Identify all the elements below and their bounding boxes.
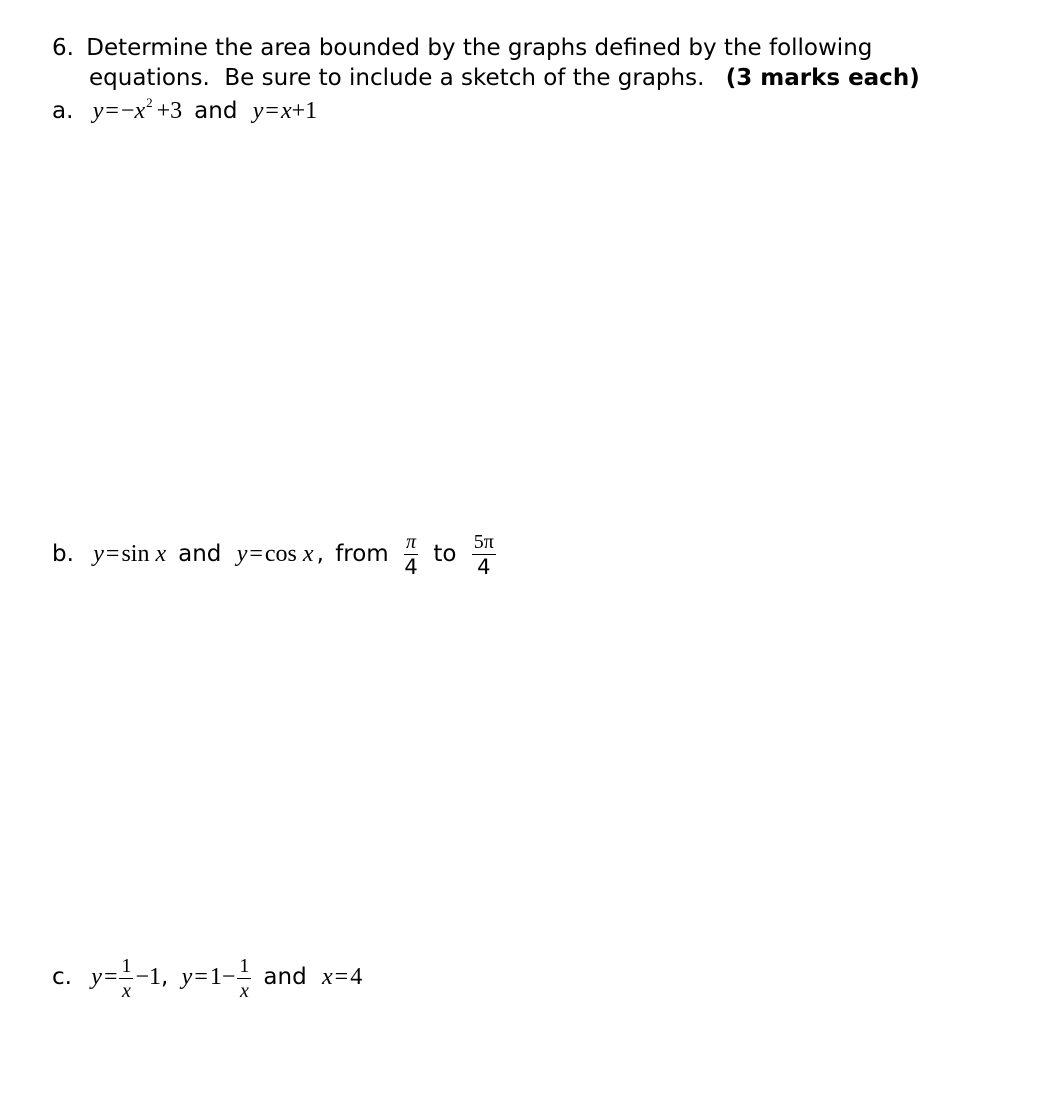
part-c-equation-3: x=4 <box>322 964 363 990</box>
part-a-equation-1: $y=-x^2 +3$ <box>92 95 183 124</box>
part-a-equation-2: y=x+1 <box>252 98 318 124</box>
part-c-comma: , <box>161 964 169 990</box>
question-number: 6. <box>52 35 74 61</box>
part-b-label: b. <box>52 541 74 567</box>
part-b-lower-bound: $\frac{\pi}{4}$ <box>404 531 418 579</box>
part-c-equation-1: y= $\frac{1}{x}$ −1 <box>91 954 162 1002</box>
part-b-connector: and <box>178 541 222 567</box>
part-b-upper-bound: $\frac{5\pi}{4}$ <box>473 531 494 579</box>
question-line-2 <box>89 63 920 93</box>
part-c <box>52 949 362 1005</box>
part-b <box>52 526 498 582</box>
part-b-equation-1: y=sin x <box>93 541 167 567</box>
question-text-line-2: equations. Be sure to include a sketch of the graphs. <box>89 65 705 91</box>
part-b-equation-2: y=cos x <box>236 541 314 567</box>
marks-label: (3 marks each) <box>725 65 920 91</box>
part-b-comma: , <box>316 541 324 567</box>
part-b-from-label: from <box>335 541 389 567</box>
part-a-connector: and <box>194 98 238 124</box>
question-line-1 <box>52 33 872 63</box>
part-b-to-label: to <box>433 541 457 567</box>
part-a <box>52 96 317 129</box>
part-c-label: c. <box>52 964 72 990</box>
question-text-line-1: Determine the area bounded by the graphs defined by the following <box>86 35 873 61</box>
part-c-connector: and <box>263 964 307 990</box>
part-a-label: a. <box>52 98 74 124</box>
part-c-equation-2: y=1− $\frac{1}{x}$ <box>181 954 250 1002</box>
